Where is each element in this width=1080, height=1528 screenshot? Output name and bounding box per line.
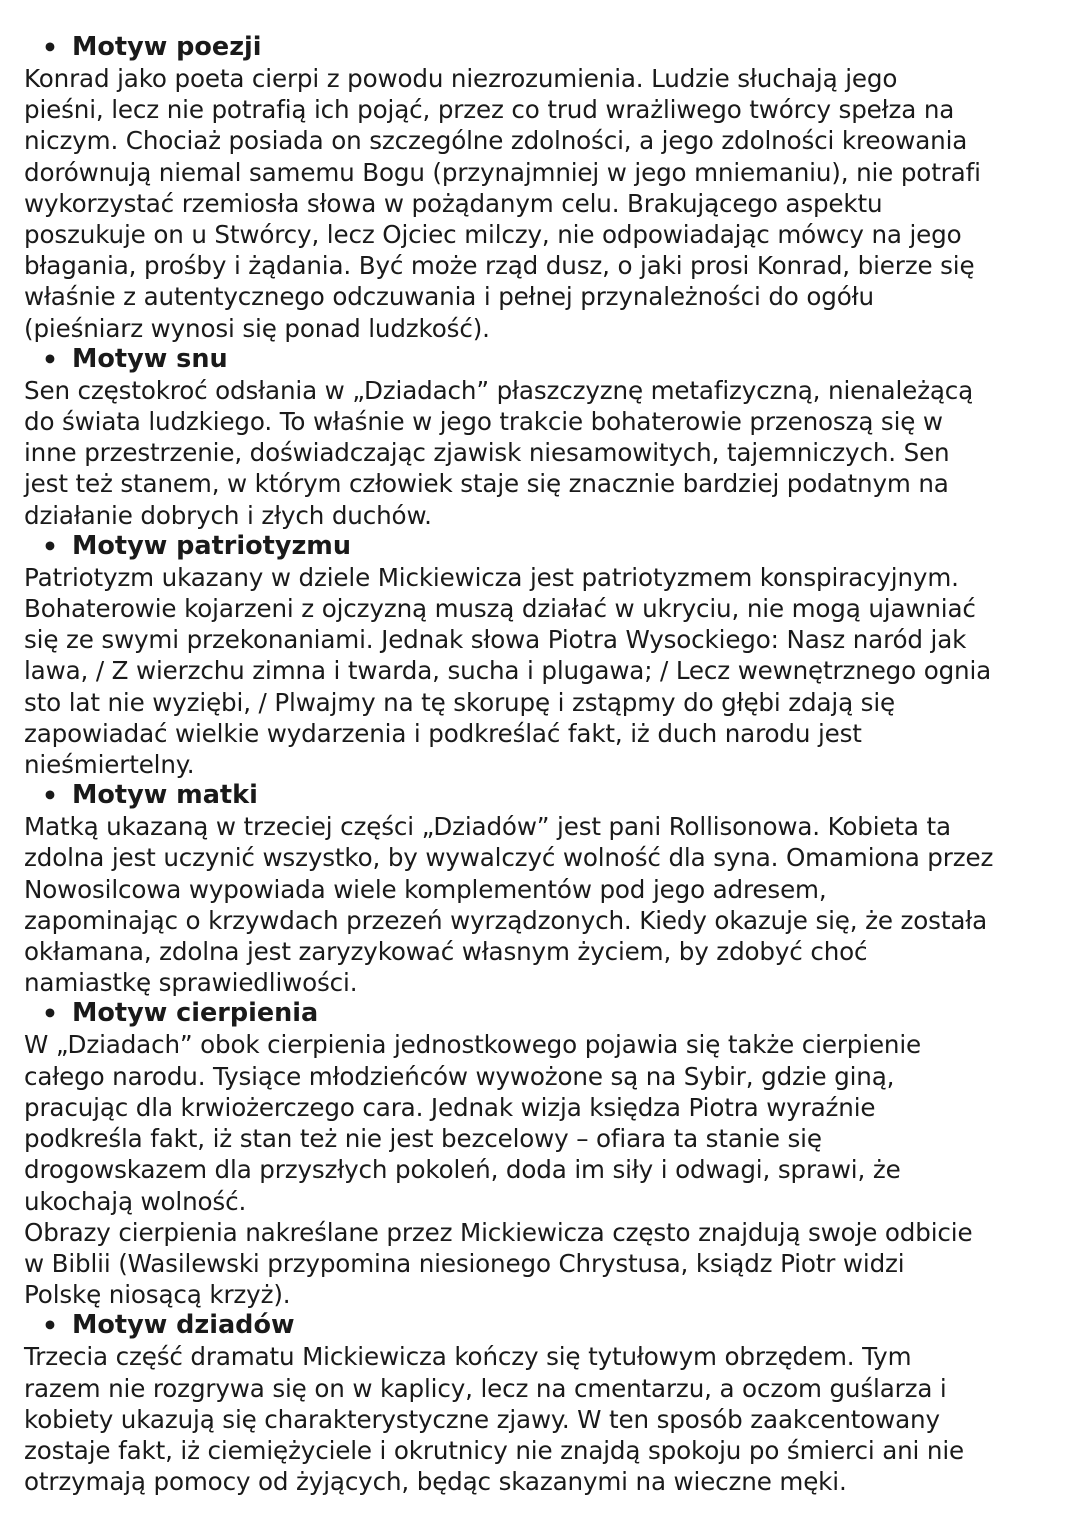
paragraph xyxy=(24,1029,1064,1216)
text-line: zdolna jest uczynić wszystko, by wywalczyć wolność dla syna. Omamiona przez xyxy=(24,843,994,873)
text-line: Trzecia część dramatu Mickiewicza kończy się tytułowym obrzędem. Tym xyxy=(24,1342,912,1372)
bullet-icon: • xyxy=(42,344,58,374)
text-line: niczym. Chociaż posiada on szczególne zdolności, a jego zdolności kreowania xyxy=(24,126,968,156)
bullet-icon: • xyxy=(42,531,58,561)
paragraph xyxy=(24,63,1064,344)
text-line: Patriotyzm ukazany w dziele Mickiewicza jest patriotyzmem konspiracyjnym. xyxy=(24,562,959,592)
text-line: namiastkę sprawiedliwości. xyxy=(24,968,358,998)
text-line: działanie dobrych i złych duchów. xyxy=(24,500,432,530)
text-line: zapominając o krzywdach przezeń wyrządzonych. Kiedy okazuje się, że została xyxy=(24,905,988,935)
paragraph xyxy=(24,1217,1064,1311)
text-line: okłamana, zdolna jest zaryzykować własnym życiem, by zdobyć choć xyxy=(24,937,868,967)
text-line: razem nie rozgrywa się on w kaplicy, lecz na cmentarzu, a oczom guślarza i xyxy=(24,1373,947,1403)
text-line: poszukuje on u Stwórcy, lecz Ojciec milczy, nie odpowiadając mówcy na jego xyxy=(24,220,962,250)
text-line: otrzymają pomocy od żyjących, będąc skazanymi na wieczne męki. xyxy=(24,1467,847,1497)
text-line: W „Dziadach” obok cierpienia jednostkowego pojawia się także cierpienie xyxy=(24,1030,922,1060)
bullet-icon: • xyxy=(42,33,58,62)
paragraph xyxy=(24,562,1064,780)
paragraph xyxy=(24,811,1064,998)
text-line: Nowosilcowa wypowiada wiele komplementów pod jego adresem, xyxy=(24,874,827,904)
section-heading xyxy=(24,531,1064,562)
text-line: sto lat nie wyziębi, / Plwajmy na tę skorupę i zstąpmy do głębi zdają się xyxy=(24,687,895,717)
text-line: kobiety ukazują się charakterystyczne zjawy. W ten sposób zaakcentowany xyxy=(24,1404,940,1434)
text-line: w Biblii (Wasilewski przypomina niesionego Chrystusa, ksiądz Piotr widzi xyxy=(24,1248,905,1278)
section xyxy=(24,780,1064,998)
section-title: Motyw patriotyzmu xyxy=(72,530,352,561)
text-line: całego narodu. Tysiące młodzieńców wywożone są na Sybir, gdzie giną, xyxy=(24,1061,895,1091)
section-title: Motyw cierpienia xyxy=(72,998,319,1029)
section-title: Motyw matki xyxy=(72,780,258,811)
section-title: Motyw snu xyxy=(72,343,228,374)
text-line: drogowskazem dla przyszłych pokoleń, doda im siły i odwagi, sprawi, że xyxy=(24,1155,901,1185)
text-line: Konrad jako poeta cierpi z powodu niezrozumienia. Ludzie słuchają jego xyxy=(24,64,898,93)
text-line: wykorzystać rzemiosła słowa w pożądanym celu. Brakującego aspektu xyxy=(24,188,883,218)
section xyxy=(24,32,1064,344)
text-line: (pieśniarz wynosi się ponad ludzkość). xyxy=(24,313,490,343)
section-heading xyxy=(24,998,1064,1029)
text-line: Obrazy cierpienia nakreślane przez Mickiewicza często znajdują swoje odbicie xyxy=(24,1217,973,1247)
text-line: właśnie z autentycznego odczuwania i pełnej przynależności do ogółu xyxy=(24,282,874,312)
section xyxy=(24,998,1064,1310)
paragraph xyxy=(24,1341,1064,1497)
section-title: Motyw dziadów xyxy=(72,1310,295,1341)
section xyxy=(24,1310,1064,1497)
bullet-icon: • xyxy=(42,781,58,811)
section-title: Motyw poezji xyxy=(72,32,262,62)
section-heading xyxy=(24,780,1064,811)
text-line: jest też stanem, w którym człowiek staje się znacznie bardziej podatnym na xyxy=(24,469,949,499)
section xyxy=(24,344,1064,531)
text-line: Matką ukazaną w trzeciej części „Dziadów” jest pani Rollisonowa. Kobieta ta xyxy=(24,812,951,842)
text-line: Sen częstokroć odsłania w „Dziadach” płaszczyznę metafizyczną, nienależącą xyxy=(24,375,974,405)
text-line: podkreśla fakt, iż stan też nie jest bezcelowy – ofiara ta stanie się xyxy=(24,1124,822,1154)
text-line: Polskę niosącą krzyż). xyxy=(24,1280,291,1310)
text-line: zapowiadać wielkie wydarzenia i podkreślać fakt, iż duch narodu jest xyxy=(24,718,862,748)
text-line: błagania, prośby i żądania. Być może rząd dusz, o jaki prosi Konrad, bierze się xyxy=(24,251,975,281)
section xyxy=(24,531,1064,780)
section-heading xyxy=(24,1310,1064,1341)
bullet-icon: • xyxy=(42,999,58,1029)
text-line: się ze swymi przekonaniami. Jednak słowa Piotra Wysockiego: Nasz naród jak xyxy=(24,625,967,655)
text-line: ukochają wolność. xyxy=(24,1186,247,1216)
section-heading xyxy=(24,344,1064,375)
text-line: pracując dla krwiożerczego cara. Jednak wizja księdza Piotra wyraźnie xyxy=(24,1092,876,1122)
text-line: inne przestrzenie, doświadczając zjawisk niesamowitych, tajemniczych. Sen xyxy=(24,438,950,468)
text-line: do świata ludzkiego. To właśnie w jego trakcie bohaterowie przenoszą się w xyxy=(24,407,943,437)
text-line: dorównują niemal samemu Bogu (przynajmniej w jego mniemaniu), nie potrafi xyxy=(24,157,981,187)
text-line: Bohaterowie kojarzeni z ojczyzną muszą działać w ukryciu, nie mogą ujawniać xyxy=(24,594,976,624)
text-line: nieśmiertelny. xyxy=(24,750,195,780)
section-heading xyxy=(24,32,1064,63)
text-line: pieśni, lecz nie potrafią ich pojąć, przez co trud wrażliwego twórcy spełza na xyxy=(24,95,955,125)
text-line: zostaje fakt, iż ciemiężyciele i okrutnicy nie znajdą spokoju po śmierci ani nie xyxy=(24,1435,965,1465)
paragraph xyxy=(24,375,1064,531)
text-line: lawa, / Z wierzchu zimna i twarda, sucha i plugawa; / Lecz wewnętrznego ognia xyxy=(24,656,992,686)
bullet-icon: • xyxy=(42,1311,58,1341)
